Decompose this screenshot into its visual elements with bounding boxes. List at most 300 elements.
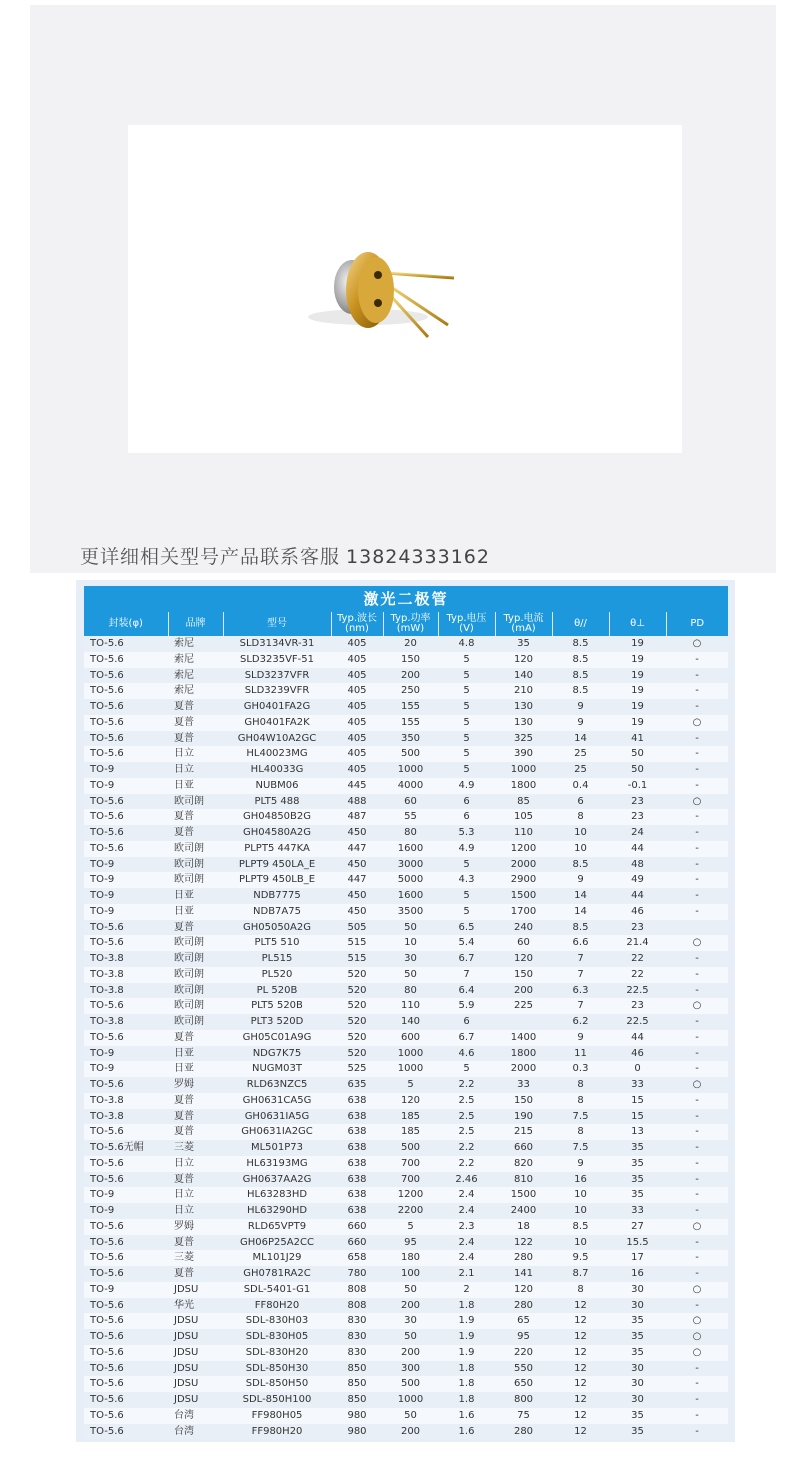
table-cell: 700 — [383, 1172, 438, 1188]
table-row — [84, 731, 728, 747]
table-cell: 夏普 — [168, 920, 223, 936]
table-cell: HL63193MG — [223, 1156, 331, 1172]
table-cell: 780 — [331, 1266, 383, 1282]
table-cell: ○ — [666, 715, 728, 731]
table-cell: 欧司朗 — [168, 967, 223, 983]
table-cell: TO-9 — [84, 1187, 168, 1203]
table-row — [84, 920, 728, 936]
table-cell: TO-9 — [84, 778, 168, 794]
table-cell: TO-5.6 — [84, 1298, 168, 1314]
table-cell: TO-5.6 — [84, 668, 168, 684]
table-cell: TO-5.6无帽 — [84, 1140, 168, 1156]
table-cell: - — [666, 888, 728, 904]
table-cell: 14 — [552, 731, 609, 747]
table-cell: 450 — [331, 825, 383, 841]
table-cell: 夏普 — [168, 1235, 223, 1251]
table-cell: RLD65VPT9 — [223, 1219, 331, 1235]
table-cell: 50 — [609, 746, 666, 762]
table-cell: GH0637AA2G — [223, 1172, 331, 1188]
table-cell: 350 — [383, 731, 438, 747]
table-cell: 30 — [609, 1282, 666, 1298]
table-cell: 33 — [495, 1077, 552, 1093]
table-cell — [495, 1014, 552, 1030]
table-cell: 200 — [495, 983, 552, 999]
table-cell: 1.6 — [438, 1408, 495, 1424]
table-cell: 120 — [495, 1282, 552, 1298]
table-cell: 10 — [552, 1235, 609, 1251]
table-row — [84, 1093, 728, 1109]
table-cell: 150 — [495, 967, 552, 983]
table-cell: TO-5.6 — [84, 1266, 168, 1282]
table-cell: 12 — [552, 1298, 609, 1314]
table-cell: 850 — [331, 1376, 383, 1392]
table-cell: 55 — [383, 809, 438, 825]
table-cell: - — [666, 1408, 728, 1424]
table-cell: 12 — [552, 1345, 609, 1361]
table-cell: 夏普 — [168, 1172, 223, 1188]
table-cell: FF980H20 — [223, 1424, 331, 1440]
table-cell: PLT5 510 — [223, 935, 331, 951]
table-cell: 22 — [609, 951, 666, 967]
table-cell: 660 — [495, 1140, 552, 1156]
table-row — [84, 1424, 728, 1440]
table-cell: 7 — [552, 998, 609, 1014]
table-row — [84, 699, 728, 715]
table-row — [84, 1061, 728, 1077]
table-cell: TO-5.6 — [84, 1424, 168, 1440]
table-cell: 欧司朗 — [168, 951, 223, 967]
contact-phone: 13824333162 — [346, 546, 490, 568]
table-cell: 5 — [438, 731, 495, 747]
table-cell: TO-9 — [84, 1282, 168, 1298]
table-cell: 19 — [609, 668, 666, 684]
laser-diode-image — [128, 125, 682, 453]
table-cell: - — [666, 1250, 728, 1266]
table-cell: 447 — [331, 872, 383, 888]
table-cell: JDSU — [168, 1282, 223, 1298]
table-cell: 5 — [438, 762, 495, 778]
table-row — [84, 1030, 728, 1046]
table-cell: 2.4 — [438, 1203, 495, 1219]
table-cell: GH0631IA5G — [223, 1109, 331, 1125]
table-cell: TO-5.6 — [84, 825, 168, 841]
table-cell: 122 — [495, 1235, 552, 1251]
table-cell: 2.4 — [438, 1187, 495, 1203]
table-cell: 2200 — [383, 1203, 438, 1219]
table-cell: 12 — [552, 1392, 609, 1408]
table-cell: 19 — [609, 683, 666, 699]
table-cell: 欧司朗 — [168, 794, 223, 810]
table-row — [84, 983, 728, 999]
table-cell: 三菱 — [168, 1250, 223, 1266]
table-cell: 19 — [609, 652, 666, 668]
table-row — [84, 1376, 728, 1392]
table-cell: 638 — [331, 1187, 383, 1203]
table-cell: - — [666, 762, 728, 778]
table-row — [84, 1345, 728, 1361]
table-cell: 520 — [331, 983, 383, 999]
table-cell: JDSU — [168, 1392, 223, 1408]
table-cell: TO-5.6 — [84, 1077, 168, 1093]
table-cell: 500 — [383, 1140, 438, 1156]
table-row — [84, 809, 728, 825]
table-cell: - — [666, 825, 728, 841]
laser-diode-table — [84, 612, 728, 1439]
table-cell: 15.5 — [609, 1235, 666, 1251]
table-row — [84, 668, 728, 684]
table-cell: SDL-830H05 — [223, 1329, 331, 1345]
table-row — [84, 951, 728, 967]
table-cell: 1.9 — [438, 1313, 495, 1329]
table-cell: TO-5.6 — [84, 794, 168, 810]
table-cell: TO-5.6 — [84, 715, 168, 731]
table-cell: 0 — [609, 1061, 666, 1077]
table-cell: 550 — [495, 1361, 552, 1377]
table-cell: 2.2 — [438, 1156, 495, 1172]
table-cell: SLD3239VFR — [223, 683, 331, 699]
table-cell: 325 — [495, 731, 552, 747]
table-cell: 120 — [383, 1093, 438, 1109]
table-cell: 5 — [438, 888, 495, 904]
table-cell: 1000 — [383, 1061, 438, 1077]
table-row — [84, 683, 728, 699]
table-cell: 505 — [331, 920, 383, 936]
table-cell: 6 — [438, 794, 495, 810]
table-row — [84, 1156, 728, 1172]
table-cell: GH0631CA5G — [223, 1093, 331, 1109]
table-cell: ○ — [666, 998, 728, 1014]
table-cell: 405 — [331, 683, 383, 699]
table-cell: 95 — [495, 1329, 552, 1345]
table-cell: HL63283HD — [223, 1187, 331, 1203]
table-cell: 夏普 — [168, 825, 223, 841]
table-cell: 65 — [495, 1313, 552, 1329]
table-cell: 30 — [383, 1313, 438, 1329]
table-cell: 50 — [383, 1329, 438, 1345]
table-cell: - — [666, 872, 728, 888]
table-cell: 1800 — [495, 778, 552, 794]
table-cell: 日立 — [168, 1187, 223, 1203]
table-cell: 980 — [331, 1424, 383, 1440]
table-cell: TO-9 — [84, 1061, 168, 1077]
table-cell: 5 — [438, 1061, 495, 1077]
table-cell: 215 — [495, 1124, 552, 1140]
column-header: 封装(φ) — [84, 612, 168, 636]
table-cell: HL40033G — [223, 762, 331, 778]
table-cell: - — [666, 683, 728, 699]
table-cell: 35 — [609, 1345, 666, 1361]
table-cell: 10 — [383, 935, 438, 951]
table-cell: 100 — [383, 1266, 438, 1282]
table-cell: - — [666, 904, 728, 920]
table-cell: 索尼 — [168, 683, 223, 699]
table-cell: 2900 — [495, 872, 552, 888]
table-cell: TO-9 — [84, 904, 168, 920]
table-cell: 110 — [383, 998, 438, 1014]
table-cell: 夏普 — [168, 699, 223, 715]
table-cell: 7 — [552, 951, 609, 967]
table-cell: 12 — [552, 1361, 609, 1377]
table-cell: TO-3.8 — [84, 967, 168, 983]
table-cell: 18 — [495, 1219, 552, 1235]
table-row — [84, 1298, 728, 1314]
column-header: 型号 — [223, 612, 331, 636]
table-cell: 200 — [383, 1298, 438, 1314]
table-cell: 22.5 — [609, 983, 666, 999]
product-hero — [30, 5, 776, 573]
table-cell: 500 — [383, 746, 438, 762]
table-cell: 华光 — [168, 1298, 223, 1314]
table-cell: 405 — [331, 668, 383, 684]
table-cell: 450 — [331, 888, 383, 904]
table-row — [84, 1313, 728, 1329]
table-cell: 240 — [495, 920, 552, 936]
table-cell: 35 — [609, 1172, 666, 1188]
table-row — [84, 1014, 728, 1030]
table-cell: 12 — [552, 1329, 609, 1345]
table-cell: 5 — [438, 652, 495, 668]
table-cell: 190 — [495, 1109, 552, 1125]
table-cell: GH04W10A2GC — [223, 731, 331, 747]
table-cell: 5 — [438, 904, 495, 920]
table-cell: 12 — [552, 1313, 609, 1329]
table-row — [84, 841, 728, 857]
table-row — [84, 746, 728, 762]
table-cell: 150 — [383, 652, 438, 668]
table-cell: 5 — [383, 1219, 438, 1235]
table-cell: 6.6 — [552, 935, 609, 951]
table-row — [84, 1077, 728, 1093]
table-cell: 9 — [552, 715, 609, 731]
table-cell: 16 — [609, 1266, 666, 1282]
table-cell: 445 — [331, 778, 383, 794]
table-row — [84, 1187, 728, 1203]
table-row — [84, 998, 728, 1014]
table-cell: 35 — [609, 1329, 666, 1345]
table-cell: 60 — [495, 935, 552, 951]
table-cell: - — [666, 1172, 728, 1188]
table-cell: 405 — [331, 715, 383, 731]
column-header: 品牌 — [168, 612, 223, 636]
table-cell: - — [666, 1424, 728, 1440]
table-cell: 520 — [331, 1046, 383, 1062]
table-cell: 405 — [331, 636, 383, 652]
table-cell: 8.7 — [552, 1266, 609, 1282]
table-cell: 日亚 — [168, 904, 223, 920]
table-cell: GH0781RA2C — [223, 1266, 331, 1282]
table-cell: TO-3.8 — [84, 1109, 168, 1125]
table-cell: 635 — [331, 1077, 383, 1093]
table-cell: 250 — [383, 683, 438, 699]
table-cell: 660 — [331, 1219, 383, 1235]
table-row — [84, 1203, 728, 1219]
table-cell: TO-3.8 — [84, 1093, 168, 1109]
table-cell: 20 — [383, 636, 438, 652]
table-cell: 10 — [552, 1203, 609, 1219]
table-cell: TO-9 — [84, 888, 168, 904]
table-cell: 35 — [609, 1408, 666, 1424]
table-cell: 索尼 — [168, 668, 223, 684]
table-cell: 欧司朗 — [168, 872, 223, 888]
table-cell: 650 — [495, 1376, 552, 1392]
table-cell: SDL-850H50 — [223, 1376, 331, 1392]
table-cell: TO-3.8 — [84, 983, 168, 999]
table-cell: - — [666, 668, 728, 684]
table-cell: 405 — [331, 699, 383, 715]
table-cell: 850 — [331, 1392, 383, 1408]
table-cell: JDSU — [168, 1376, 223, 1392]
table-cell: 罗姆 — [168, 1077, 223, 1093]
table-cell: - — [666, 1392, 728, 1408]
table-cell: TO-5.6 — [84, 1361, 168, 1377]
table-cell: PL515 — [223, 951, 331, 967]
table-row — [84, 857, 728, 873]
table-row — [84, 1109, 728, 1125]
table-cell: 7 — [552, 967, 609, 983]
table-cell: ML501P73 — [223, 1140, 331, 1156]
table-cell: 225 — [495, 998, 552, 1014]
table-cell: SLD3134VR-31 — [223, 636, 331, 652]
table-cell: 150 — [495, 1093, 552, 1109]
table-cell: TO-5.6 — [84, 636, 168, 652]
table-cell: 22 — [609, 967, 666, 983]
table-cell: 欧司朗 — [168, 841, 223, 857]
table-cell: 5 — [438, 668, 495, 684]
table-cell: TO-5.6 — [84, 1313, 168, 1329]
table-cell: 638 — [331, 1156, 383, 1172]
table-cell: 2000 — [495, 857, 552, 873]
table-cell: TO-5.6 — [84, 1219, 168, 1235]
table-cell: ○ — [666, 1282, 728, 1298]
table-cell: 50 — [383, 920, 438, 936]
table-cell: 4.8 — [438, 636, 495, 652]
table-cell: 46 — [609, 1046, 666, 1062]
table-cell: 4000 — [383, 778, 438, 794]
laser-diode-table-panel — [76, 580, 735, 1442]
table-cell: 3500 — [383, 904, 438, 920]
table-cell: 30 — [609, 1298, 666, 1314]
table-cell: 140 — [495, 668, 552, 684]
table-cell: - — [666, 1203, 728, 1219]
table-cell: 30 — [609, 1392, 666, 1408]
table-cell: 1.9 — [438, 1345, 495, 1361]
table-cell: HL40023MG — [223, 746, 331, 762]
table-cell: 7.5 — [552, 1140, 609, 1156]
table-cell: - — [666, 1014, 728, 1030]
column-header: Typ.功率 (mW) — [383, 612, 438, 636]
table-cell: 638 — [331, 1109, 383, 1125]
table-cell: ML101J29 — [223, 1250, 331, 1266]
table-cell: 185 — [383, 1124, 438, 1140]
table-cell: 12 — [552, 1408, 609, 1424]
table-cell: 12 — [552, 1424, 609, 1440]
table-row — [84, 1219, 728, 1235]
column-header: PD — [666, 612, 728, 636]
table-cell: 1400 — [495, 1030, 552, 1046]
table-cell: TO-5.6 — [84, 1030, 168, 1046]
table-cell: 0.3 — [552, 1061, 609, 1077]
table-cell: TO-5.6 — [84, 809, 168, 825]
table-cell: TO-5.6 — [84, 1172, 168, 1188]
table-cell: 2.2 — [438, 1077, 495, 1093]
table-cell: 210 — [495, 683, 552, 699]
table-cell: 300 — [383, 1361, 438, 1377]
table-cell: 5.4 — [438, 935, 495, 951]
table-cell: 700 — [383, 1156, 438, 1172]
table-cell: 5 — [438, 715, 495, 731]
table-cell: - — [666, 857, 728, 873]
table-cell: FF980H05 — [223, 1408, 331, 1424]
table-cell: 600 — [383, 1030, 438, 1046]
table-cell: RLD63NZC5 — [223, 1077, 331, 1093]
table-cell: 9.5 — [552, 1250, 609, 1266]
table-cell: 820 — [495, 1156, 552, 1172]
table-cell: 800 — [495, 1392, 552, 1408]
table-cell: ○ — [666, 935, 728, 951]
table-cell: 1500 — [495, 1187, 552, 1203]
table-cell: - — [666, 1124, 728, 1140]
table-cell: SDL-850H30 — [223, 1361, 331, 1377]
table-cell: 1000 — [383, 1046, 438, 1062]
table-cell: 1.6 — [438, 1424, 495, 1440]
table-cell: 2000 — [495, 1061, 552, 1077]
table-cell: 夏普 — [168, 809, 223, 825]
table-cell: 1700 — [495, 904, 552, 920]
table-cell: 95 — [383, 1235, 438, 1251]
table-cell: JDSU — [168, 1329, 223, 1345]
table-cell: 638 — [331, 1124, 383, 1140]
table-cell: 夏普 — [168, 1030, 223, 1046]
table-row — [84, 794, 728, 810]
table-cell: 24 — [609, 825, 666, 841]
table-cell: 索尼 — [168, 652, 223, 668]
table-cell: 140 — [383, 1014, 438, 1030]
table-cell: 390 — [495, 746, 552, 762]
table-cell: 12 — [552, 1376, 609, 1392]
table-cell: 27 — [609, 1219, 666, 1235]
table-row — [84, 1235, 728, 1251]
table-cell: 夏普 — [168, 731, 223, 747]
table-cell: 658 — [331, 1250, 383, 1266]
table-cell: 8.5 — [552, 683, 609, 699]
table-cell: 1.8 — [438, 1298, 495, 1314]
table-row — [84, 1408, 728, 1424]
table-cell: GH05050A2G — [223, 920, 331, 936]
table-cell: 8.5 — [552, 857, 609, 873]
table-cell: 120 — [495, 951, 552, 967]
table-cell: PLPT5 447KA — [223, 841, 331, 857]
table-cell: 4.9 — [438, 778, 495, 794]
table-cell: PLPT9 450LA_E — [223, 857, 331, 873]
table-cell: 110 — [495, 825, 552, 841]
table-cell: 日立 — [168, 762, 223, 778]
table-cell: - — [666, 1361, 728, 1377]
table-cell: 日亚 — [168, 1061, 223, 1077]
table-cell: 23 — [609, 809, 666, 825]
table-cell: GH04580A2G — [223, 825, 331, 841]
table-cell: 2.3 — [438, 1219, 495, 1235]
table-cell: TO-5.6 — [84, 699, 168, 715]
table-cell: 155 — [383, 715, 438, 731]
table-cell: - — [666, 1187, 728, 1203]
table-cell: 405 — [331, 652, 383, 668]
table-cell: TO-9 — [84, 857, 168, 873]
table-cell: 台湾 — [168, 1408, 223, 1424]
table-row — [84, 1392, 728, 1408]
table-cell: GH0631IA2GC — [223, 1124, 331, 1140]
column-header: Typ.电压 (V) — [438, 612, 495, 636]
table-cell: 638 — [331, 1093, 383, 1109]
